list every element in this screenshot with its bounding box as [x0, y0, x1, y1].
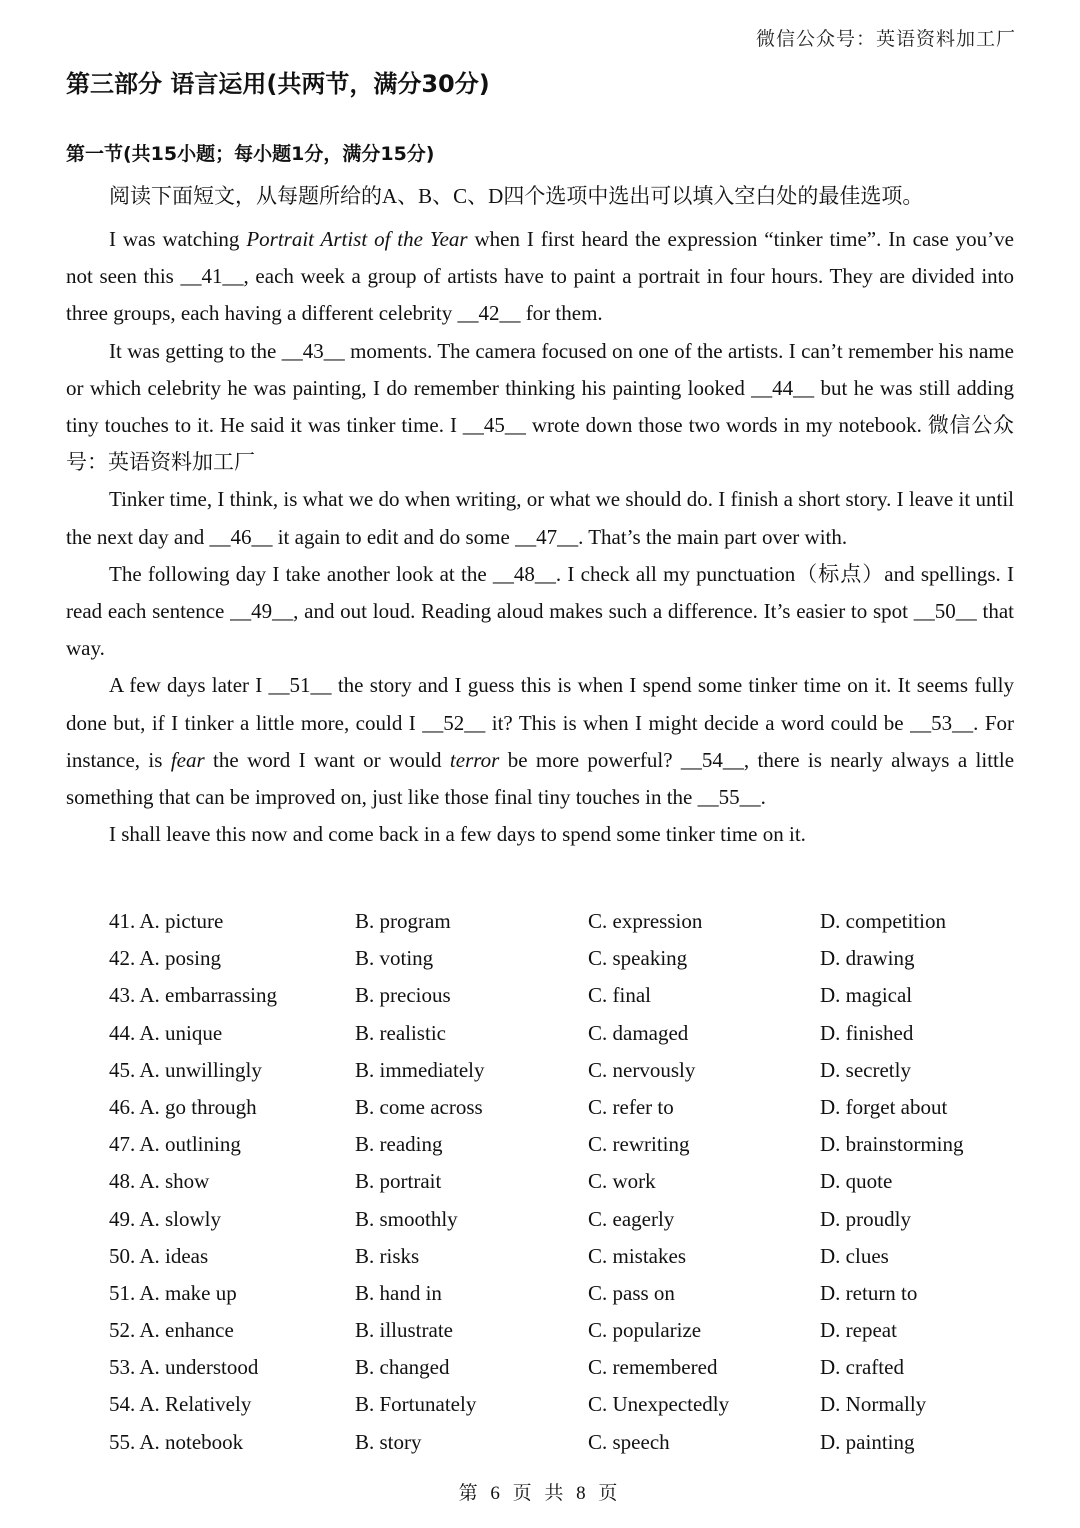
option-row: [109, 1312, 1009, 1349]
option-c: C. final: [588, 983, 651, 1008]
passage-paragraph-4: The following day I take another look at the __48__. I check all my punctuation（标点）and spellings. I read each sentence __49__, and out loud. Reading aloud makes such a difference. It’s easier to spot __50__ that way.: [66, 561, 1014, 661]
p5-text-b: the word I want or would: [204, 747, 450, 772]
option-c: C. rewriting: [588, 1132, 690, 1157]
option-d: D. return to: [820, 1280, 918, 1305]
option-c: C. Unexpectedly: [588, 1392, 730, 1417]
option-a: 42. A. posing: [109, 946, 222, 971]
option-d: D. crafted: [820, 1355, 904, 1380]
option-a: 47. A. outlining: [109, 1132, 241, 1157]
option-d: D. finished: [820, 1020, 914, 1045]
option-c: C. remembered: [588, 1355, 718, 1380]
option-a: 49. A. slowly: [109, 1206, 222, 1231]
option-a: 48. A. show: [109, 1169, 210, 1194]
p1-text-a: I was watching: [109, 227, 247, 251]
option-b: B. immediately: [355, 1057, 485, 1082]
option-c: C. refer to: [588, 1094, 674, 1119]
option-d: D. repeat: [820, 1318, 897, 1343]
passage-paragraph-3: Tinker time, I think, is what we do when writing, or what we should do. I finish a short story. I leave it until the next day and __46__ it again to edit and do some __47__. That’s the main part over with.: [66, 487, 1014, 549]
option-row: [109, 1163, 1009, 1200]
option-c: C. popularize: [588, 1318, 702, 1343]
option-b: B. come across: [355, 1094, 483, 1119]
option-a: 54. A. Relatively: [109, 1392, 252, 1417]
instruction: 阅读下面短文，从每题所给的A、B、C、D四个选项中选出可以填入空白处的最佳选项。: [109, 184, 924, 208]
option-d: D. brainstorming: [820, 1132, 964, 1157]
option-b: B. illustrate: [355, 1318, 453, 1343]
option-a: 51. A. make up: [109, 1280, 237, 1305]
option-b: B. changed: [355, 1355, 450, 1380]
option-d: D. secretly: [820, 1057, 911, 1082]
option-c: C. speaking: [588, 946, 688, 971]
option-row: [109, 977, 1009, 1014]
option-a: 41. A. picture: [109, 909, 224, 933]
option-d: D. drawing: [820, 946, 915, 971]
option-row: [109, 1238, 1009, 1275]
option-a: 45. A. unwillingly: [109, 1057, 262, 1082]
word-fear: fear: [170, 747, 205, 772]
passage: [66, 221, 1014, 853]
option-row: [109, 1015, 1009, 1052]
option-row: [109, 903, 1009, 940]
option-c: C. mistakes: [588, 1243, 686, 1268]
options-list: [109, 903, 1009, 1461]
option-a: 52. A. enhance: [109, 1318, 234, 1343]
option-b: B. program: [355, 909, 451, 933]
option-d: D. magical: [820, 983, 913, 1008]
section-title: 第一节(共15小题；每小题1分，满分15分): [66, 143, 435, 165]
p5-text-a: A few days later I __51__ the story and I guess this is when I spend some tinker time on it. It seems fully done but, if I tinker a little more, could I __52__ it? This is when I might decide a word could be __53__. For instance, is: [66, 673, 1014, 772]
option-d: D. clues: [820, 1243, 889, 1268]
part-title: 第三部分 语言运用(共两节，满分30分): [66, 70, 490, 98]
option-a: 44. A. unique: [109, 1020, 223, 1045]
option-a: 43. A. embarrassing: [109, 983, 277, 1008]
option-c: C. nervously: [588, 1057, 696, 1082]
option-c: C. pass on: [588, 1280, 675, 1305]
option-c: C. expression: [588, 909, 703, 933]
option-row: [109, 1349, 1009, 1386]
option-row: [109, 1089, 1009, 1126]
option-b: B. smoothly: [355, 1206, 458, 1231]
p1-text-b: when I first heard the expression “tinker time”. In case you’ve not seen this __41__, each week a group of artists have to paint a portrait in four hours. They are divided into three groups, each having a different celebrity __42__ for them.: [66, 227, 1014, 326]
passage-paragraph-5: [66, 667, 1014, 816]
passage-paragraph-2: It was getting to the __43__ moments. The camera focused on one of the artists. I can’t remember his name or which celebrity he was painting, I do remember thinking his painting looked __44__ but he was still adding tiny touches to it. He said it was tinker time. I __45__ wrote down those two words in my notebook. 微信公众号：英语资料加工厂: [66, 338, 1014, 475]
option-b: B. hand in: [355, 1280, 442, 1305]
p5-text-c: be more powerful? __54__, there is nearly always a little something that can be improved on, just like those final tiny touches in the __55__.: [66, 747, 1015, 810]
option-b: B. risks: [355, 1243, 420, 1268]
option-b: B. reading: [355, 1132, 443, 1157]
show-title: Portrait Artist of the Year: [246, 227, 468, 251]
option-a: 46. A. go through: [109, 1094, 257, 1119]
option-a: 55. A. notebook: [109, 1429, 244, 1454]
option-row: [109, 1201, 1009, 1238]
option-b: B. voting: [355, 946, 434, 971]
option-d: D. Normally: [820, 1392, 927, 1417]
option-row: [109, 1386, 1009, 1423]
option-row: [109, 1424, 1009, 1461]
option-c: C. eagerly: [588, 1206, 675, 1231]
word-terror: terror: [449, 747, 500, 772]
option-a: 53. A. understood: [109, 1355, 259, 1380]
option-b: B. Fortunately: [355, 1392, 477, 1417]
option-d: D. quote: [820, 1169, 893, 1194]
option-c: C. work: [588, 1169, 656, 1194]
passage-paragraph-1: [66, 221, 1014, 333]
option-c: C. damaged: [588, 1020, 689, 1045]
option-row: [109, 940, 1009, 977]
header-watermark: 微信公众号：英语资料加工厂: [755, 29, 1016, 50]
option-b: B. story: [355, 1429, 422, 1454]
option-c: C. speech: [588, 1429, 670, 1454]
option-row: [109, 1126, 1009, 1163]
option-d: D. proudly: [820, 1206, 911, 1231]
option-row: [109, 1052, 1009, 1089]
option-d: D. painting: [820, 1429, 915, 1454]
page-number: 第 6 页 共 8 页: [458, 1483, 622, 1504]
option-d: D. forget about: [820, 1094, 948, 1119]
option-b: B. precious: [355, 983, 451, 1008]
option-d: D. competition: [820, 909, 946, 933]
option-row: [109, 1275, 1009, 1312]
passage-paragraph-6: I shall leave this now and come back in a few days to spend some tinker time on it.: [109, 822, 806, 847]
option-b: B. realistic: [355, 1020, 446, 1045]
option-b: B. portrait: [355, 1169, 442, 1194]
option-a: 50. A. ideas: [109, 1243, 209, 1268]
